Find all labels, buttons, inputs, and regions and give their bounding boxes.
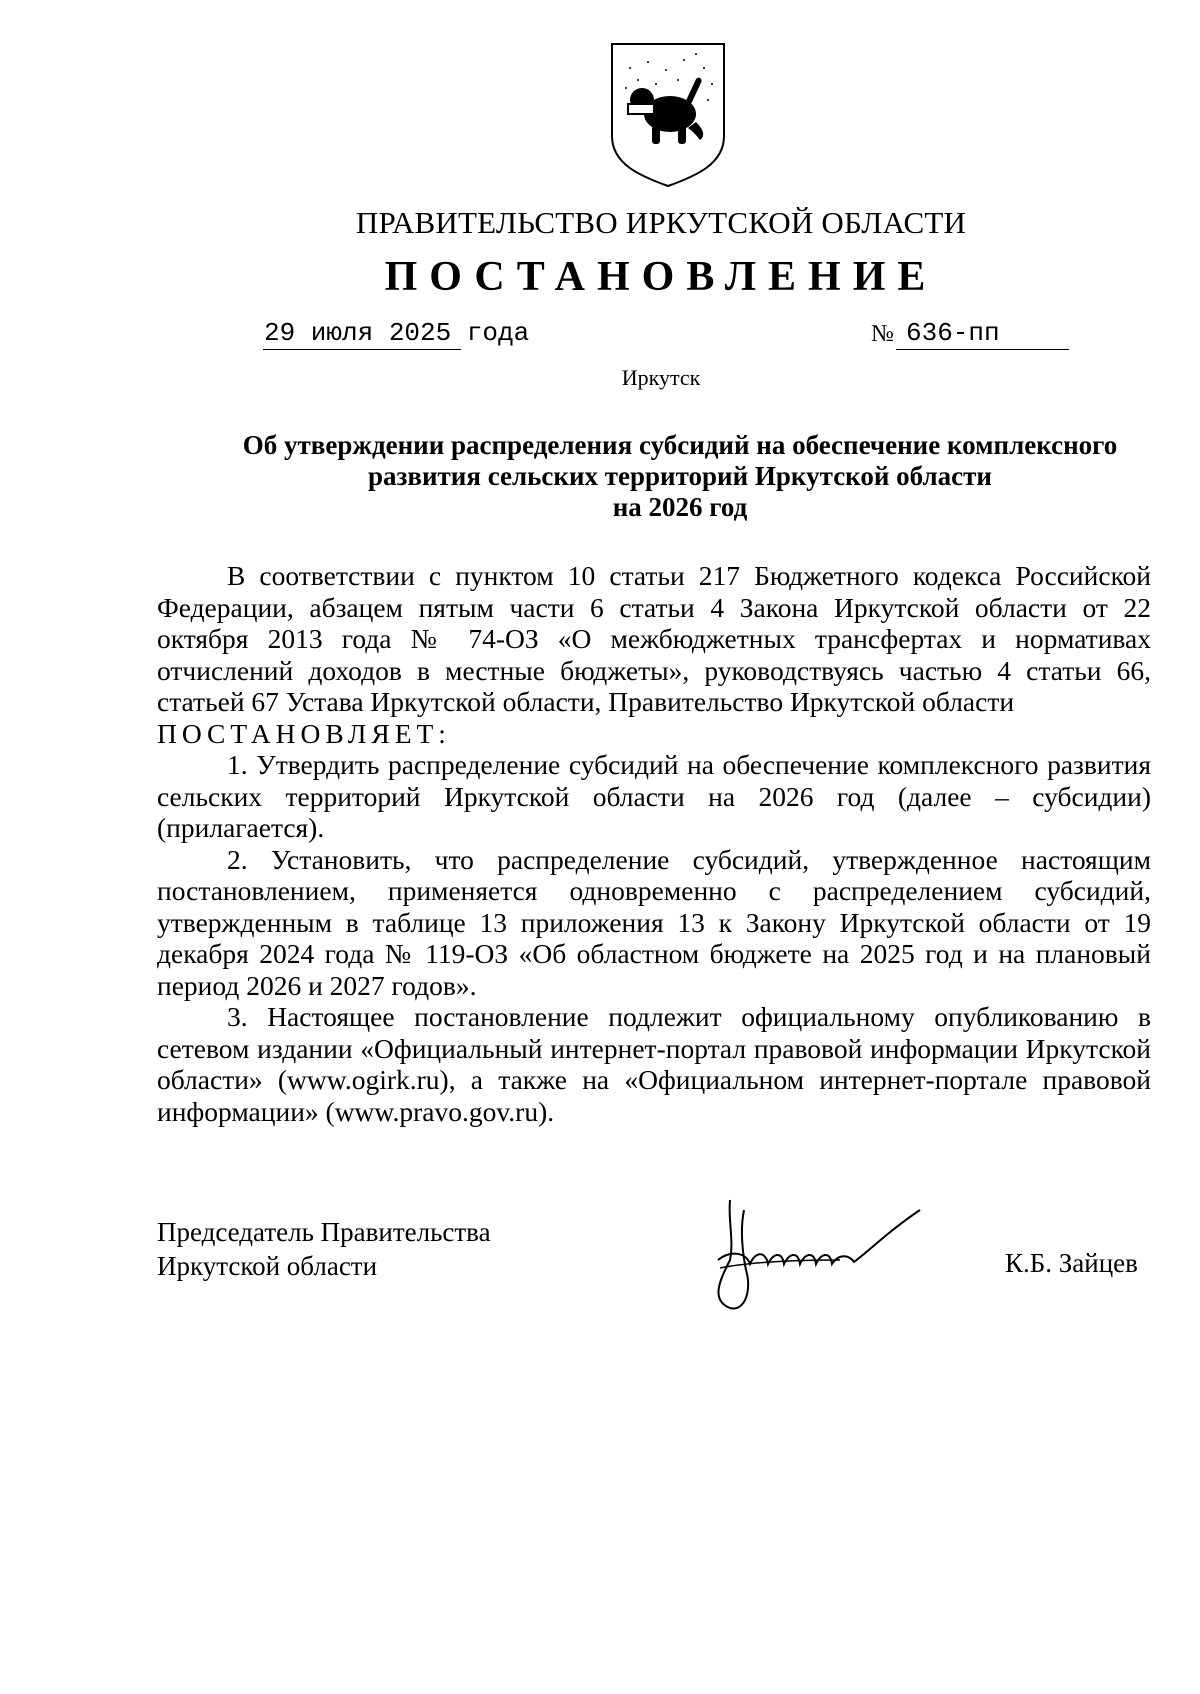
signer-position bbox=[157, 1215, 491, 1283]
item-paragraph: 3. Настоящее постановление подлежит официальному опубликованию в сетевом издании «Официальный интернет-портал правовой информации Иркутской области» (www.ogirk.ru), а также на «Официальном интернет-портале правовой информации» (www.pravo.gov.ru). bbox=[157, 1001, 1151, 1127]
signer-name: К.Б. Зайцев bbox=[1005, 1248, 1138, 1278]
document-number: 636-пп bbox=[906, 318, 1000, 348]
signer-position-line: Председатель Правительства bbox=[157, 1217, 491, 1247]
document-body bbox=[157, 560, 1151, 1127]
document-subject bbox=[200, 430, 1160, 523]
item-paragraph: 2. Установить, что распределение субсидий, утвержденное настоящим постановлением, применяется одновременно с распределением субсидий, утвержденным в таблице 13 приложения 13 к Закону Иркутской области от 19 декабря 2024 года № 119-ОЗ «Об областном бюджете на 2025 год и на плановый период 2026 и 2027 годов». bbox=[157, 843, 1151, 1001]
decree-word: ПОСТАНОВЛЯЕТ: bbox=[157, 717, 451, 749]
number-sign: № bbox=[871, 321, 894, 347]
document-kind-title: ПОСТАНОВЛЕНИЕ bbox=[384, 254, 938, 300]
subject-line: Об утверждении распределения субсидий на обеспечение комплексного bbox=[242, 430, 1118, 460]
subject-line: развития сельских территорий Иркутской области bbox=[368, 461, 992, 491]
coat-of-arms-emblem bbox=[608, 40, 728, 188]
handwritten-signature bbox=[690, 1190, 940, 1320]
government-name: ПРАВИТЕЛЬСТВО ИРКУТСКОЙ ОБЛАСТИ bbox=[355, 205, 967, 240]
document-city: Иркутск bbox=[621, 365, 701, 390]
preamble-paragraph: В соответствии с пунктом 10 статьи 217 Бюджетного кодекса Российской Федерации, абзацем пятым части 6 статьи 4 Закона Иркутской области от 22 октября 2013 года № 74-ОЗ «О межбюджетных трансфертах и нормативах отчислений доходов в местные бюджеты», руководствуясь частью 4 статьи 66, статьей 67 Устава Иркутской области, Правительство Иркутской области bbox=[157, 560, 1151, 717]
number-underline bbox=[896, 349, 1069, 350]
subject-line: на 2026 год bbox=[612, 492, 748, 522]
date-underline bbox=[263, 349, 461, 350]
signer-position-line: Иркутской области bbox=[157, 1251, 378, 1281]
item-paragraph: 1. Утвердить распределение субсидий на обеспечение комплексного развития сельских территорий Иркутской области на 2026 год (далее – субсидии) (прилагается). bbox=[157, 749, 1151, 843]
document-date: 29 июля 2025 года bbox=[264, 318, 530, 348]
